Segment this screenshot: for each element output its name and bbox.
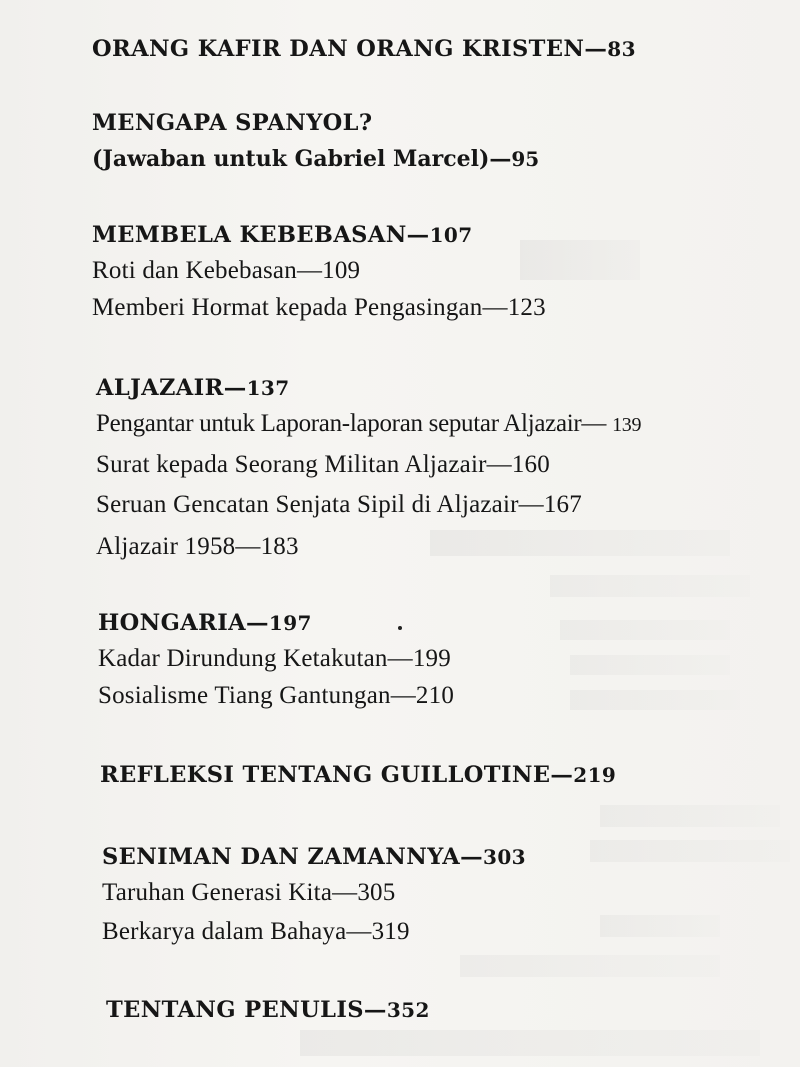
toc-entry (96, 491, 582, 519)
toc-page-number: 139 (612, 414, 642, 436)
toc-page-number: 199 (412, 645, 451, 672)
toc-page-number: 219 (573, 763, 617, 787)
toc-entry-title: Taruhan Generasi Kita (102, 879, 333, 906)
toc-heading (92, 222, 473, 248)
toc-separator: — (390, 682, 416, 709)
toc-subtitle (92, 146, 539, 172)
toc-separator: — (550, 762, 574, 788)
toc-entry (96, 410, 641, 438)
bleed-through-shadow (550, 575, 750, 597)
toc-separator: — (581, 410, 607, 437)
toc-heading (92, 110, 373, 136)
toc-entry-title: Aljazair 1958 (96, 533, 236, 560)
toc-entry (96, 451, 550, 479)
toc-entry-title: Sosialisme Tiang Gantungan (98, 682, 391, 709)
toc-separator: — (245, 610, 269, 636)
bleed-through-shadow (460, 955, 720, 977)
toc-heading-title: MEMBELA KEBEBASAN (92, 222, 407, 248)
toc-separator: — (332, 879, 358, 906)
toc-page-number: 319 (371, 918, 410, 945)
toc-heading (106, 997, 430, 1023)
toc-entry-title: Pengantar untuk Laporan-laporan seputar Aljazair (96, 410, 582, 437)
toc-entry (102, 879, 395, 907)
toc-separator: — (518, 491, 544, 518)
toc-heading-title: REFLEKSI TENTANG GUILLOTINE (100, 762, 551, 788)
bleed-through-shadow (570, 690, 740, 710)
toc-entry-title: Kadar Dirundung Ketakutan (98, 645, 388, 672)
toc-page-number: 352 (386, 998, 430, 1022)
toc-page-number: 160 (511, 451, 550, 478)
toc-entry-title: Seruan Gencatan Senjata Sipil di Aljazair (96, 491, 519, 518)
toc-heading (92, 36, 636, 62)
bleed-through-shadow (570, 655, 730, 675)
toc-separator: — (489, 146, 512, 172)
toc-entry-title: Berkarya dalam Bahaya (102, 918, 347, 945)
toc-entry-title: Surat kepada Seorang Militan Aljazair (96, 451, 487, 478)
toc-subtitle-text: (Jawaban untuk Gabriel Marcel) (92, 146, 490, 172)
toc-page-number: 95 (511, 147, 540, 171)
toc-separator: — (296, 257, 323, 284)
toc-page-number: 109 (322, 257, 361, 284)
bleed-through-shadow (560, 620, 730, 640)
toc-page-number: 83 (607, 37, 636, 61)
toc-heading-title: ORANG KAFIR DAN ORANG KRISTEN (92, 36, 585, 62)
toc-separator: — (223, 375, 247, 401)
toc-separator: — (406, 222, 430, 248)
toc-heading-title: TENTANG PENULIS (106, 997, 364, 1023)
toc-page-number: 123 (507, 294, 546, 321)
toc-page-number: 137 (246, 376, 290, 400)
toc-heading-title: SENIMAN DAN ZAMANNYA (102, 844, 461, 870)
toc-page-number: 183 (260, 533, 299, 560)
toc-separator: — (482, 294, 508, 321)
toc-separator: — (460, 844, 483, 870)
bleed-through-shadow (590, 840, 790, 862)
toc-separator: — (486, 451, 512, 478)
bleed-through-shadow (600, 915, 720, 937)
toc-heading-title: ALJAZAIR (96, 375, 224, 401)
toc-separator: — (235, 533, 261, 560)
toc-page-number: 303 (483, 845, 526, 869)
bleed-through-shadow (600, 805, 780, 827)
toc-separator: — (363, 997, 387, 1023)
ink-speck (398, 626, 402, 630)
toc-heading (96, 375, 290, 401)
toc-page-number: 305 (357, 879, 396, 906)
toc-separator: — (387, 645, 413, 672)
toc-heading (102, 844, 526, 870)
toc-page-number: 167 (543, 491, 582, 518)
toc-heading (100, 762, 616, 788)
toc-page-number: 197 (268, 611, 312, 635)
toc-entry (102, 918, 410, 946)
toc-entry (98, 682, 454, 710)
bleed-through-shadow (430, 530, 730, 556)
toc-separator: — (346, 918, 372, 945)
toc-heading-title: HONGARIA (98, 610, 246, 636)
toc-entry (98, 645, 451, 673)
toc-entry (96, 533, 299, 561)
toc-entry (92, 257, 360, 285)
bleed-through-shadow (300, 1030, 760, 1056)
bleed-through-shadow (520, 240, 640, 280)
toc-page-number: 210 (415, 682, 455, 709)
toc-entry-title: Memberi Hormat kepada Pengasingan (92, 294, 483, 321)
toc-heading (98, 610, 312, 636)
toc-page-number: 107 (429, 223, 473, 247)
toc-separator: — (584, 36, 608, 62)
toc-entry (92, 294, 546, 322)
toc-heading-title: MENGAPA SPANYOL? (92, 110, 373, 136)
toc-entry-title: Roti dan Kebebasan (92, 257, 297, 284)
